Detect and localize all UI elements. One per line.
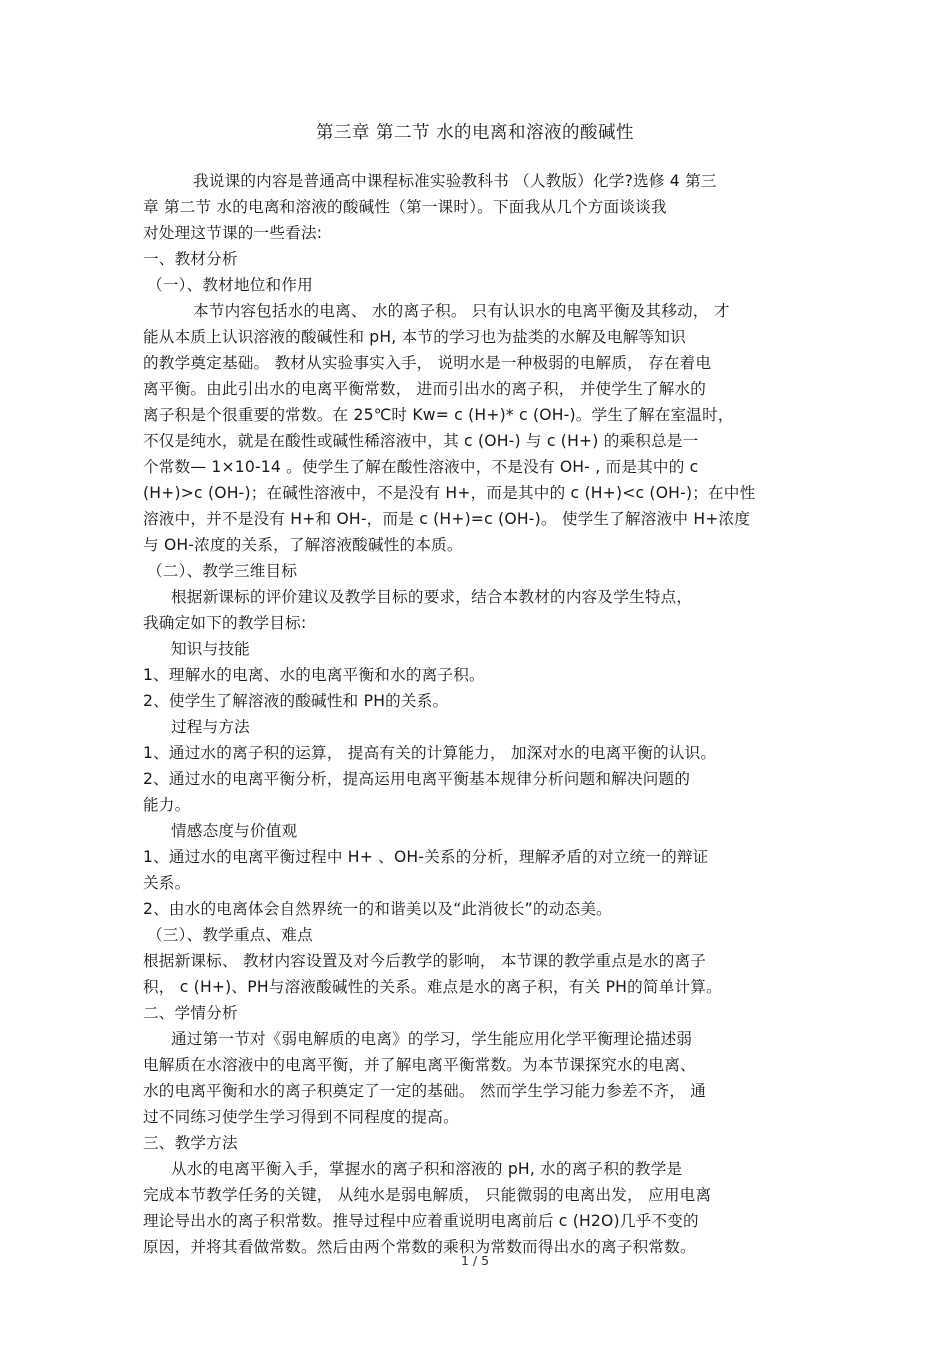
list-item: 2、使学生了解溶液的酸碱性和 PH的关系。: [143, 692, 449, 710]
paragraph-line: 电解质在水溶液中的电离平衡，并了解电离平衡常数。为本节课探究水的电离、: [143, 1056, 696, 1074]
paragraph-line: 与 OH-浓度的关系，了解溶液酸碱性的本质。: [143, 536, 463, 554]
section-heading: 三、教学方法: [143, 1134, 238, 1152]
subsection-heading: （三）、教学重点、难点: [147, 926, 313, 944]
paragraph-line: 水的电离平衡和水的离子积奠定了一定的基础。 然而学生学习能力参差不齐， 通: [143, 1082, 707, 1100]
paragraph-line: 章 第二节 水的电离和溶液的酸碱性（第一课时）。下面我从几个方面谈谈我: [143, 198, 667, 216]
paragraph-line: 不仅是纯水，就是在酸性或碱性稀溶液中，其 c (OH-) 与 c (H+) 的乘积总是一: [143, 432, 699, 450]
paragraph-line: 溶液中，并不是没有 H+和 OH-，而是 c (H+)=c (OH-)。 使学生了解溶液中 H+浓度: [143, 510, 751, 528]
paragraph-line: 的教学奠定基础。 教材从实验事实入手， 说明水是一种极弱的电解质， 存在着电: [143, 354, 712, 372]
subsection-heading: （一）、教材地位和作用: [147, 276, 313, 294]
list-item: 1、理解水的电离、水的电离平衡和水的离子积。: [143, 666, 485, 684]
section-heading: 一、教材分析: [143, 250, 238, 268]
paragraph-line: 我确定如下的教学目标:: [143, 614, 307, 632]
paragraph-line: 个常数— 1×10-14 。使学生了解在酸性溶液中，不是没有 OH- , 而是其中的 c: [143, 458, 699, 476]
document-body: [143, 168, 808, 1260]
paragraph-line: 根据新课标、 教材内容设置及对今后教学的影响， 本节课的教学重点是水的离子: [143, 952, 707, 970]
paragraph-line: 离子积是个很重要的常数。在 25℃时 Kw= c (H+)* c (OH-)。学生了解在室温时，: [143, 406, 734, 424]
paragraph-line: 原因，并将其看做常数。然后由两个常数的乘积为常数而得出水的离子积常数。: [143, 1238, 696, 1256]
paragraph-line: 能从本质上认识溶液的酸碱性和 pH, 本节的学习也为盐类的水解及电解等知识: [143, 328, 686, 346]
subsection-heading: （二）、教学三维目标: [147, 562, 298, 580]
list-item: 1、通过水的离子积的运算， 提高有关的计算能力， 加深对水的电离平衡的认识。: [143, 744, 717, 762]
page-title: 第三章 第二节 水的电离和溶液的酸碱性: [315, 123, 635, 143]
paragraph-line: 离平衡。由此引出水的电离平衡常数， 进而引出水的离子积， 并使学生了解水的: [143, 380, 707, 398]
paragraph-line: 完成本节教学任务的关键， 从纯水是弱电解质， 只能微弱的电离出发， 应用电离: [143, 1186, 712, 1204]
paragraph-line: 积， c (H+)、PH与溶液酸碱性的关系。难点是水的离子积，有关 PH的简单计算。: [143, 978, 722, 996]
paragraph-line: 理论导出水的离子积常数。推导过程中应着重说明电离前后 c (H2O)几乎不变的: [143, 1212, 699, 1230]
goal-heading: 过程与方法: [171, 718, 250, 736]
list-item-continuation: 关系。: [143, 874, 191, 892]
paragraph-line: (H+)>c (OH-)；在碱性溶液中，不是没有 H+，而是其中的 c (H+)<c (OH-)；在中性: [143, 484, 756, 502]
paragraph-line: 过不同练习使学生学习得到不同程度的提高。: [143, 1108, 459, 1126]
paragraph-line: 通过第一节对《弱电解质的电离》的学习，学生能应用化学平衡理论描述弱: [171, 1030, 693, 1048]
section-heading: 二、学情分析: [143, 1004, 238, 1022]
paragraph-line: 从水的电离平衡入手，掌握水的离子积和溶液的 pH, 水的离子积的教学是: [171, 1160, 683, 1178]
list-item-continuation: 能力。: [143, 796, 191, 814]
list-item: 2、由水的电离体会自然界统一的和谐美以及“此消彼长”的动态美。: [143, 900, 612, 918]
list-item: 1、通过水的电离平衡过程中 H+ 、OH-关系的分析，理解矛盾的对立统一的辩证: [143, 848, 709, 866]
paragraph-line: 我说课的内容是普通高中课程标准实验教科书 （人教版）化学?选修 4 第三: [193, 172, 717, 190]
page-number: 1 / 5: [460, 1253, 490, 1268]
paragraph-line: 本节内容包括水的电离、 水的离子积。 只有认识水的电离平衡及其移动， 才: [193, 302, 730, 320]
goal-heading: 情感态度与价值观: [171, 822, 298, 840]
paragraph-line: 根据新课标的评价建议及教学目标的要求，结合本教材的内容及学生特点，: [171, 588, 693, 606]
paragraph-line: 对处理这节课的一些看法:: [143, 224, 323, 242]
goal-heading: 知识与技能: [171, 640, 250, 658]
list-item: 2、通过水的电离平衡分析，提高运用电离平衡基本规律分析问题和解决问题的: [143, 770, 691, 788]
